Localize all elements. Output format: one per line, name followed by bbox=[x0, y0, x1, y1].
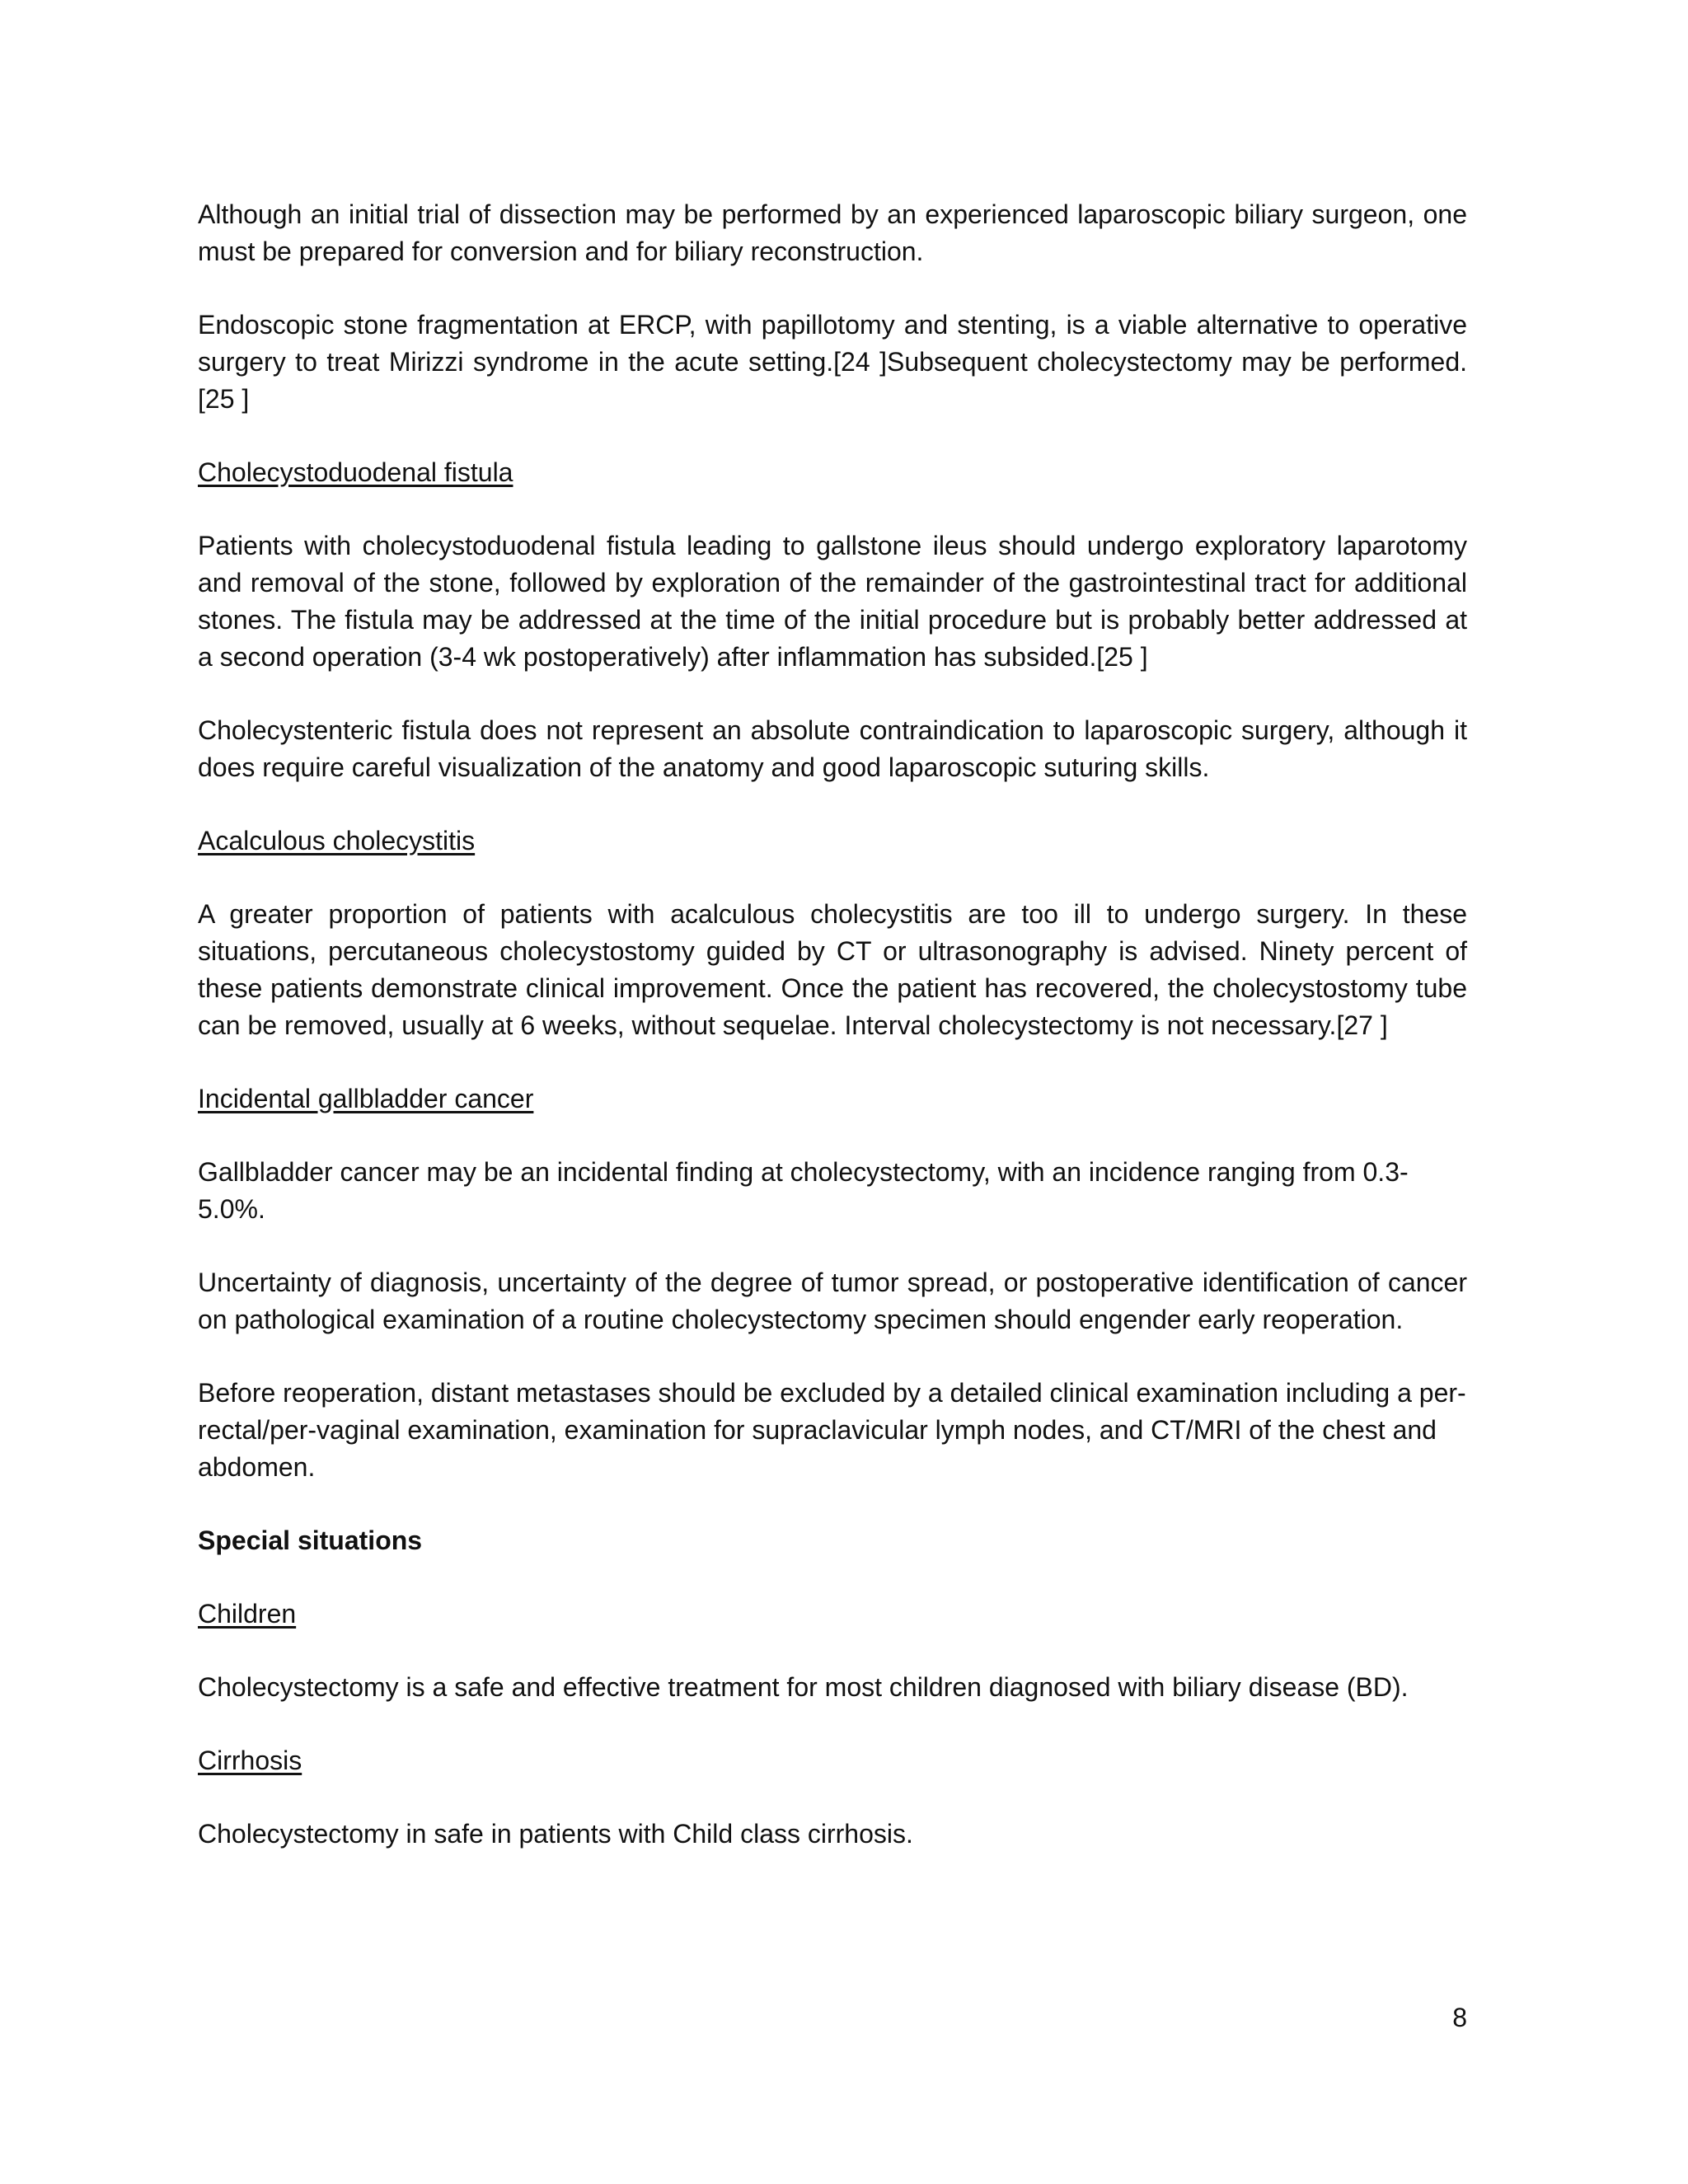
paragraph-gallstone-ileus: Patients with cholecystoduodenal fistula leading to gallstone ileus should undergo exploratory laparotomy and removal of the stone, followed by exploration of the remainder of the gastrointestinal tract for additional stones. The fistula may be addressed at the time of the initial procedure but is probably better addressed at a second operation (3-4 wk postoperatively) after inflammation has subsided.[25 ] bbox=[198, 531, 1467, 672]
page-content bbox=[198, 196, 1467, 1889]
page-number: 8 bbox=[1452, 2003, 1467, 2032]
subheading-cholecystoduodenal-fistula: Cholecystoduodenal fistula bbox=[198, 457, 513, 487]
subheading-acalculous-cholecystitis: Acalculous cholecystitis bbox=[198, 826, 476, 855]
paragraph-metastases-exclusion: Before reoperation, distant metastases should be excluded by a detailed clinical examination including a per-rectal/per-vaginal examination, examination for supraclavicular lymph nodes, and CT/MRI of the chest and abdomen. bbox=[198, 1378, 1466, 1482]
paragraph-endoscopic-fragmentation: Endoscopic stone fragmentation at ERCP, with papillotomy and stenting, is a viable alternative to operative surgery to treat Mirizzi syndrome in the acute setting.[24 ]Subsequent cholecystectomy may be performed.[25 ] bbox=[198, 310, 1467, 414]
subheading-children: Children bbox=[198, 1599, 297, 1629]
subheading-incidental-gallbladder-cancer: Incidental gallbladder cancer bbox=[198, 1084, 534, 1113]
paragraph-reoperation-uncertainty: Uncertainty of diagnosis, uncertainty of the degree of tumor spread, or postoperative identification of cancer on pathological examination of a routine cholecystectomy specimen should engender early reoperation. bbox=[198, 1268, 1467, 1334]
paragraph-acalculous-management: A greater proportion of patients with acalculous cholecystitis are too ill to undergo surgery. In these situations, percutaneous cholecystostomy guided by CT or ultrasonography is advised. Ninety percent of these patients demonstrate clinical improvement. Once the patient has recovered, the cholecystostomy tube can be removed, usually at 6 weeks, without sequelae. Interval cholecystectomy is not necessary.[27 ] bbox=[198, 899, 1467, 1040]
paragraph-cirrhosis: Cholecystectomy in safe in patients with Child class cirrhosis. bbox=[198, 1819, 913, 1849]
paragraph-cholecystenteric-fistula: Cholecystenteric fistula does not represent an absolute contraindication to laparoscopic surgery, although it does require careful visualization of the anatomy and good laparoscopic suturing skills. bbox=[198, 715, 1467, 782]
paragraph-children: Cholecystectomy is a safe and effective treatment for most children diagnosed with biliary disease (BD). bbox=[198, 1672, 1409, 1702]
subheading-cirrhosis: Cirrhosis bbox=[198, 1746, 302, 1775]
heading-special-situations: Special situations bbox=[198, 1526, 423, 1555]
paragraph-incidence: Gallbladder cancer may be an incidental finding at cholecystectomy, with an incidence ranging from 0.3-5.0%. bbox=[198, 1157, 1409, 1224]
paragraph-dissection-trial: Although an initial trial of dissection may be performed by an experienced laparoscopic biliary surgeon, one must be prepared for conversion and for biliary reconstruction. bbox=[198, 199, 1467, 266]
